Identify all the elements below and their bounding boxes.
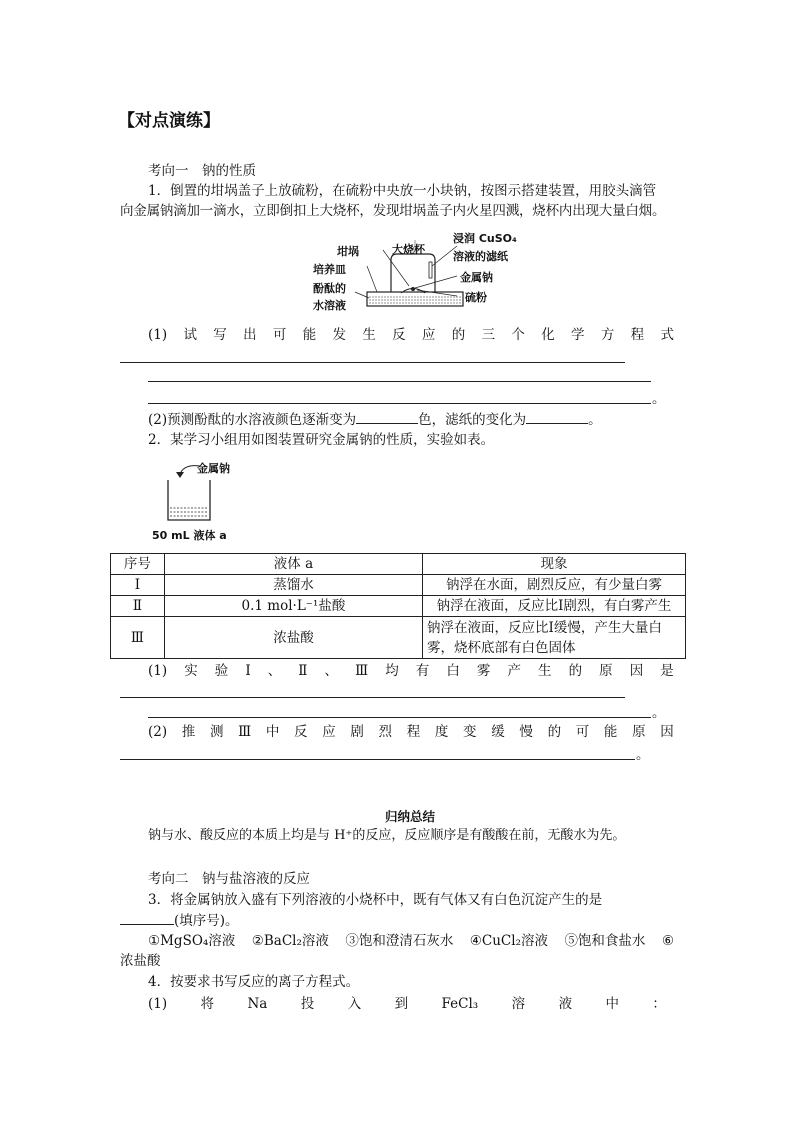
q2-sub1-period: 。 <box>652 705 666 721</box>
label-q2-liquid: 50 mL 液体 a <box>152 529 227 542</box>
q1-text-line1: 1．倒置的坩埚盖子上放硫粉，在硫粉中央放一小块钠，按图示搭建装置，用胶头滴管 <box>148 183 657 199</box>
answer-line[interactable] <box>120 759 635 760</box>
table-cell: 蒸馏水 <box>164 575 422 596</box>
filter-paper-shape <box>429 262 432 278</box>
q2-text-line: 2．某学习小组用如图装置研究金属钠的性质，实验如表。 <box>148 432 495 448</box>
answer-line[interactable] <box>120 362 625 363</box>
table-row <box>111 596 686 617</box>
label-cuso4-paper-1: 浸润 CuSO₄ <box>453 232 517 245</box>
section-heading: 【对点演练】 <box>118 111 220 131</box>
answer-blank[interactable] <box>526 410 588 424</box>
table-cell: 钠浮在液面，反应比Ⅰ剧烈，有白雾产生 <box>423 596 686 617</box>
q3-text-line2: (填序号)。 <box>120 911 239 931</box>
summary-title: 归纳总结 <box>385 809 436 824</box>
experiment-table <box>110 553 686 659</box>
summary-text: 钠与水、酸反应的本质上均是与 H⁺的反应，反应顺序是有酸酸在前，无酸水为先。 <box>148 828 626 843</box>
table-cell: 钠浮在液面，反应比Ⅰ缓慢，产生大量白雾，烧杯底部有白色固体 <box>423 617 686 659</box>
label-big-beaker: 大烧杯 <box>392 243 425 256</box>
option-item: ⑥ <box>661 933 674 949</box>
q3-text-line1: 3．将金属钠放入盛有下列溶液的小烧杯中，既有气体又有白色沉淀产生的是 <box>148 892 603 908</box>
q2-sub2-period: 。 <box>636 747 650 763</box>
option-item: ①MgSO₄溶液 <box>148 933 236 949</box>
label-phenolphthalein-2: 水溶液 <box>313 299 346 312</box>
q3-options-tail: 浓盐酸 <box>120 953 161 969</box>
table-header-cell: 现象 <box>423 554 686 575</box>
label-q2-sodium: 金属钠 <box>197 462 230 475</box>
table-row <box>111 575 686 596</box>
q1-text-line2: 向金属钠滴加一滴水，立即倒扣上大烧杯，发现坩埚盖子内火星四溅，烧杯内出现大量白烟。 <box>120 203 666 219</box>
table-cell: 浓盐酸 <box>164 617 422 659</box>
q2-sub2-line: (2) 推 测 Ⅲ 中 反 应 剧 烈 程 度 变 缓 慢 的 可 能 原 因 <box>148 724 674 740</box>
table-cell: 0.1 mol·L⁻¹盐酸 <box>164 596 422 617</box>
q4-text-line: 4．按要求书写反应的离子方程式。 <box>148 974 360 990</box>
option-item: ③饱和澄清石灰水 <box>345 933 454 949</box>
answer-line[interactable] <box>120 697 625 698</box>
table-header-row <box>111 554 686 575</box>
option-item: ②BaCl₂溶液 <box>251 933 329 949</box>
q1-sub1-period: 。 <box>652 391 666 407</box>
table-cell: Ⅰ <box>111 575 165 596</box>
table-cell: Ⅲ <box>111 617 165 659</box>
label-cuso4-paper-2: 溶液的滤纸 <box>453 250 508 263</box>
q2-sub1-line: (1) 实 验 Ⅰ 、 Ⅱ 、 Ⅲ 均 有 白 雾 产 生 的 原 因 是 <box>148 663 674 679</box>
table-row <box>111 617 686 659</box>
answer-blank[interactable] <box>356 410 418 424</box>
answer-blank[interactable] <box>120 911 174 925</box>
q1-sub1-line: (1) 试 写 出 可 能 发 生 反 应 的 三 个 化 学 方 程 式 <box>148 327 674 343</box>
answer-line[interactable] <box>148 717 651 718</box>
topic-one-title: 考向一 钠的性质 <box>148 163 256 179</box>
q4-sub1-line: (1) 将 Na 投 入 到 FeCl₃ 溶 液 中 ： <box>148 996 666 1012</box>
table-cell: 钠浮在水面，剧烈反应，有少量白雾 <box>423 575 686 596</box>
petri-dish-shape <box>367 292 463 306</box>
label-sulfur-powder: 硫粉 <box>465 291 487 304</box>
label-petri-dish: 培养皿 <box>313 263 346 276</box>
q1-sub2-line: (2)预测酚酞的水溶液颜色逐渐变为 色，滤纸的变化为 。 <box>148 412 602 428</box>
option-item: ⑤饱和食盐水 <box>564 933 646 949</box>
label-phenolphthalein-1: 酚酞的 <box>313 282 346 295</box>
table-header-cell: 序号 <box>111 554 165 575</box>
label-crucible: 坩埚 <box>337 245 359 258</box>
topic-two-title: 考向二 钠与盐溶液的反应 <box>148 871 310 887</box>
option-item: ④CuCl₂溶液 <box>469 933 548 949</box>
q3-options-line <box>148 931 674 951</box>
table-header-cell: 液体 a <box>164 554 422 575</box>
table-cell: Ⅱ <box>111 596 165 617</box>
beaker-shape <box>168 480 210 520</box>
answer-line[interactable] <box>148 403 651 404</box>
label-sodium-metal: 金属钠 <box>460 271 493 284</box>
answer-line[interactable] <box>148 381 651 382</box>
